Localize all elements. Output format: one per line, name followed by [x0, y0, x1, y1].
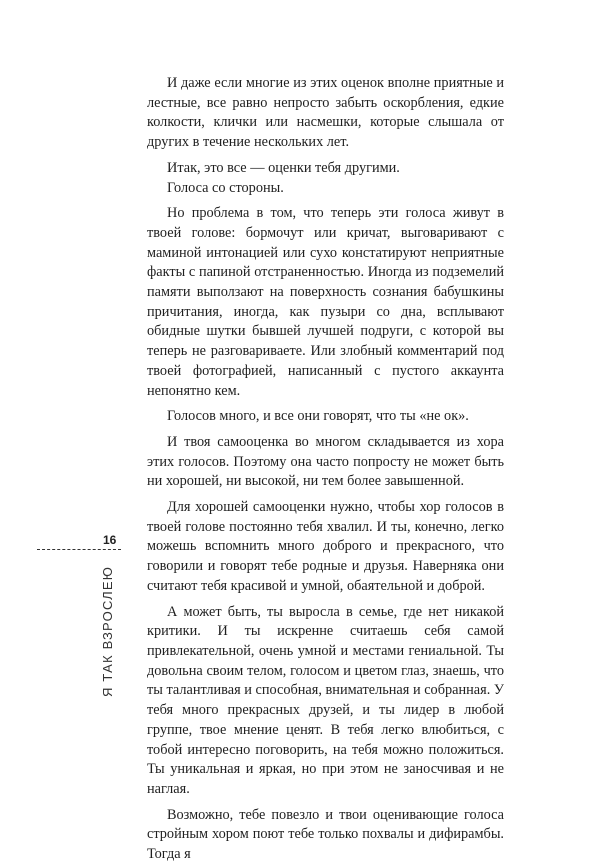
paragraph-6: И твоя самооценка во многом складывается из хора этих голосов. Поэтому она часто попросту не может быть ни хорошей, ни высокой, ни тем более завышенной. — [147, 433, 504, 490]
paragraph-1: И даже если многие из этих оценок вполне приятные и лестные, все равно непросто забыть оскорбления, едкие колкости, клички или насмешки, которые слышала от других в течение нескольких лет. — [147, 75, 504, 151]
paragraph-5: Голосов много, и все они говорят, что ты «не ок». — [167, 408, 469, 425]
page-number: 16 — [103, 533, 117, 547]
running-title: Я ТАК ВЗРОСЛЕЮ — [100, 565, 115, 697]
paragraph-9: Возможно, тебе повезло и твои оценивающие голоса стройным хором поют тебе только похвалы и дифирамбы. Тогда я — [147, 806, 504, 863]
paragraph-7: Для хорошей самооценки нужно, чтобы хор голосов в твоей голове постоянно тебя хвалил. И ты, конечно, легко можешь вспомнить много доброго и прекрасного, что говорили и говорят тебе родные и друзья. Наверняка они считают тебя красивой и умной, обаятельной и доброй. — [147, 499, 504, 594]
paragraph-2: Итак, это все — оценки тебя другими. — [167, 159, 400, 176]
paragraph-4: Но проблема в том, что теперь эти голоса живут в твоей голове: бормочут или кричат, выговаривают с маминой интонацией или сухо констатируют неприятные факты с папиной отстраненностью. Иногда из подземелий памяти выползают на поверхность сознания бабушкины причитания, иногда, как пузыри со дна, всплывают обидные шутки бывшей лучшей подруги, с которой вы теперь не разговариваете. Или злобный комментарий под твоей фотографией, написанный с пустого аккаунта непонятно кем. — [147, 205, 504, 399]
paragraph-8: А может быть, ты выросла в семье, где нет никакой критики. И ты искренне считаешь себя самой привлекательной, очень умной и местами гениальной. Ты довольна своим телом, голосом и цветом глаз, знаешь, что ты талантливая и способная, внимательная и собранная. У тебя много прекрасных друзей, и ты лидер в любой группе, твое мнение ценят. В тебя легко влюбиться, с тобой интересно поговорить, на тебя можно положиться. Ты уникальная и яркая, но при этом не заносчивая и не наглая. — [147, 603, 504, 797]
page-number-divider — [37, 549, 121, 550]
body-text — [147, 74, 504, 865]
paragraph-3: Голоса со стороны. — [167, 179, 284, 196]
